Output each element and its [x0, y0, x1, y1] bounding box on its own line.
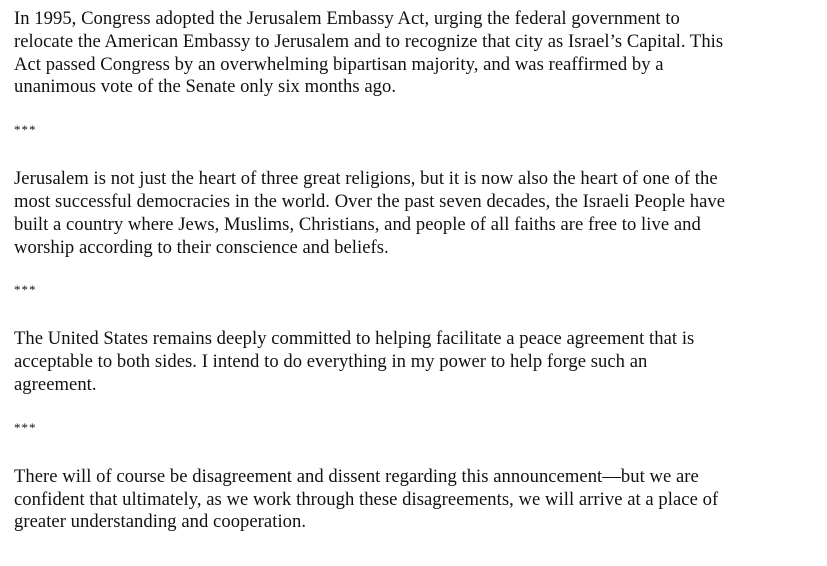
- spacer: [14, 299, 819, 328]
- section-separator: ***: [14, 122, 37, 138]
- spacer: [14, 397, 819, 419]
- section-separator: ***: [14, 282, 37, 298]
- document-body: [14, 8, 819, 534]
- paragraph-embassy-act: In 1995, Congress adopted the Jerusalem Embassy Act, urging the federal government to relocate the American Embassy to Jerusalem and to recognize that city as Israel’s Capital. This Act passed Congress by an overwhelming bipartisan majority, and was reaffirmed by a unanimous vote of the Senate only six months ago.: [14, 8, 724, 98]
- paragraph-disagreement: There will of course be disagreement and dissent regarding this announcement—but we are confident that ultimately, as we work through these disagreements, we will arrive at a place of greater understanding and cooperation.: [14, 465, 719, 533]
- spacer: [14, 437, 819, 466]
- spacer: [14, 99, 819, 121]
- spacer: [14, 139, 819, 168]
- spacer: [14, 259, 819, 281]
- section-separator: ***: [14, 419, 37, 435]
- paragraph-peace-agreement: The United States remains deeply committed to helping facilitate a peace agreement that is acceptable to both sides. I intend to do everything in my power to help forge such an agreement.: [14, 328, 695, 395]
- paragraph-jerusalem-democracy: Jerusalem is not just the heart of three great religions, but it is now also the heart of one of the most successful democracies in the world. Over the past seven decades, the Israeli People have built a country where Jews, Muslims, Christians, and people of all faiths are free to live and worship according to their conscience and beliefs.: [14, 168, 726, 258]
